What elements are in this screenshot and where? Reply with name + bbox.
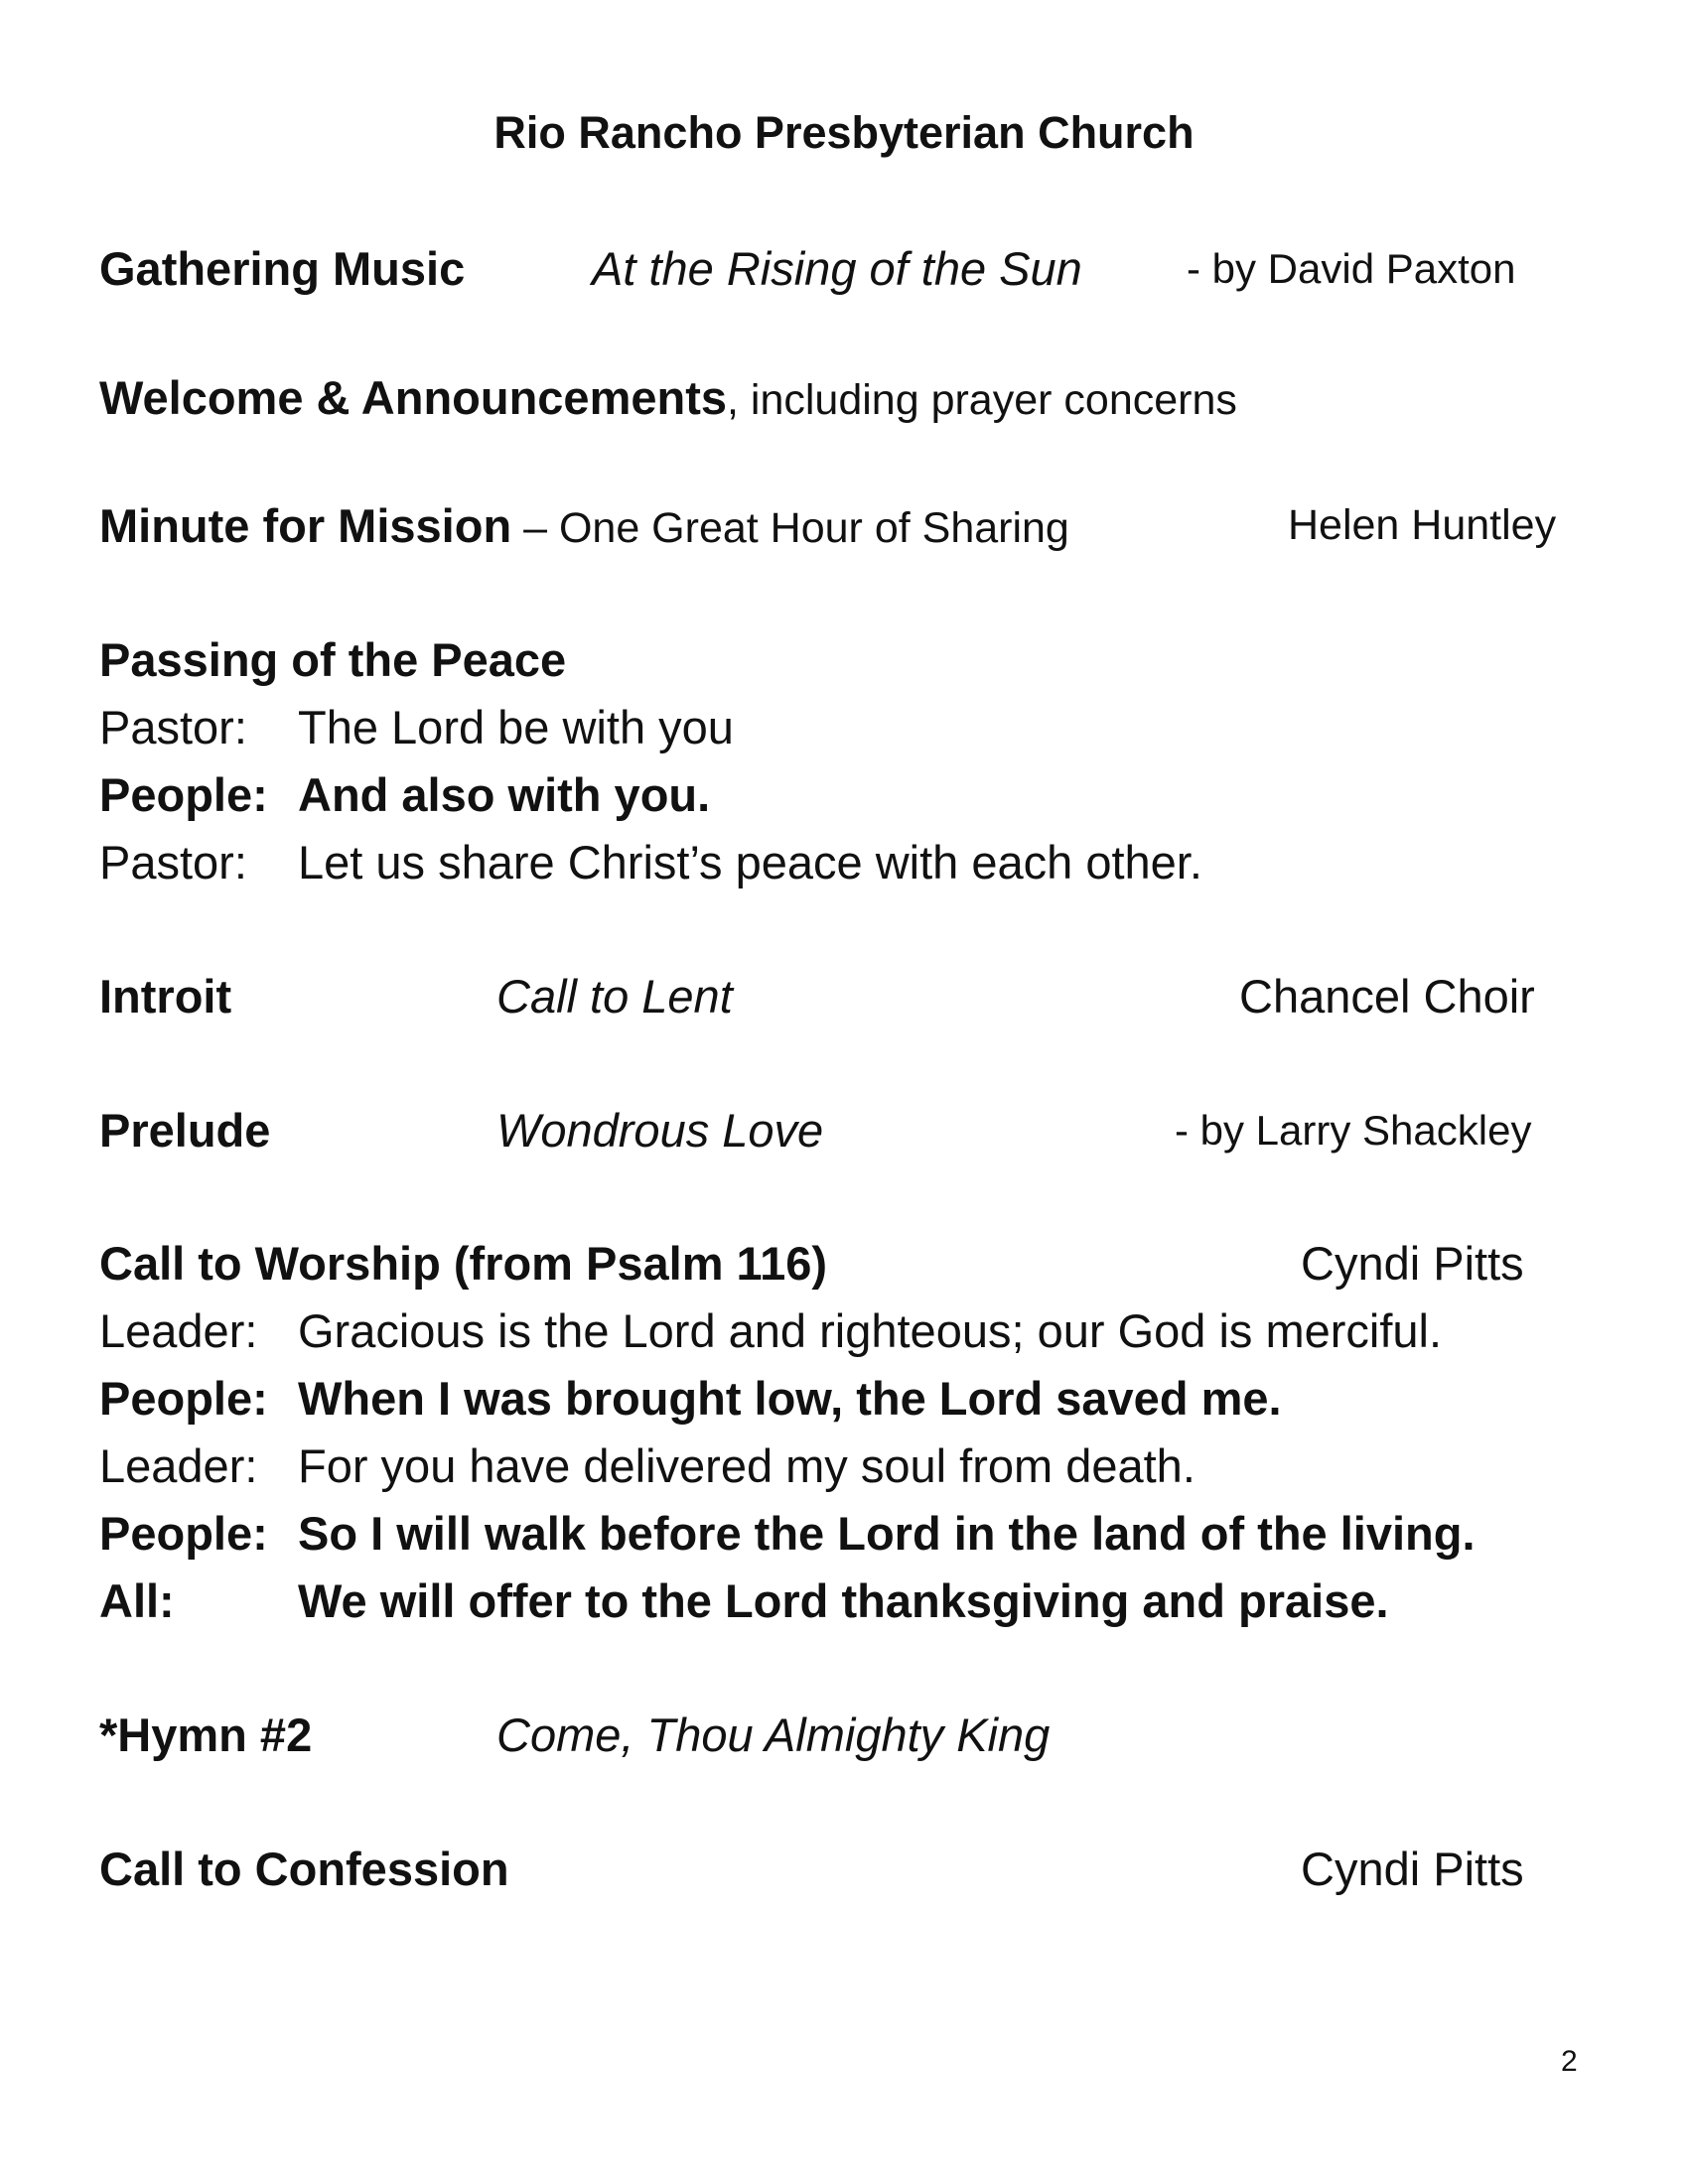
worship-text-5: We will offer to the Lord thanksgiving and praise. [298,1574,1389,1627]
worship-speaker-5: All: [99,1574,175,1627]
confession-leader: Cyndi Pitts [1301,1843,1524,1895]
prelude-title: Wondrous Love [496,1104,824,1157]
worship-speaker-3: Leader: [99,1439,258,1492]
worship-text-1: Gracious is the Lord and righteous; our God is merciful. [298,1304,1443,1357]
gathering-music-title: At the Rising of the Sun [592,242,1082,295]
page-title: Rio Rancho Presbyterian Church [493,107,1195,158]
mission-leader: Helen Huntley [1288,501,1557,549]
prelude-label: Prelude [99,1104,271,1157]
peace-text-2: And also with you. [298,768,711,821]
hymn-label: *Hymn #2 [99,1708,313,1761]
gathering-music-label: Gathering Music [99,242,466,295]
mission-row [99,498,1069,553]
worship-speaker-4: People: [99,1507,268,1560]
peace-speaker-3: Pastor: [99,836,247,888]
welcome-note: , including prayer concerns [727,376,1237,424]
prelude-credit: - by Larry Shackley [1175,1107,1532,1154]
peace-speaker-1: Pastor: [99,701,247,753]
worship-text-2: When I was brought low, the Lord saved me. [298,1372,1282,1425]
worship-text-4: So I will walk before the Lord in the land of the living. [298,1507,1476,1560]
introit-label: Introit [99,970,232,1023]
mission-label: Minute for Mission [99,499,512,552]
hymn-title: Come, Thou Almighty King [496,1708,1051,1761]
call-to-worship-label: Call to Worship (from Psalm 116) [99,1237,828,1290]
mission-note: – One Great Hour of Sharing [511,504,1069,552]
welcome-row [99,370,1237,425]
gathering-music-credit: - by David Paxton [1187,245,1516,292]
welcome-label: Welcome & Announcements [99,371,727,424]
peace-label: Passing of the Peace [99,633,567,686]
peace-text-1: The Lord be with you [298,701,734,753]
introit-title: Call to Lent [496,970,733,1023]
introit-performer: Chancel Choir [1239,970,1535,1023]
call-to-worship-leader: Cyndi Pitts [1301,1237,1524,1290]
confession-label: Call to Confession [99,1843,509,1895]
worship-text-3: For you have delivered my soul from death. [298,1439,1196,1492]
worship-speaker-2: People: [99,1372,268,1425]
page-number: 2 [1561,2045,1578,2078]
worship-speaker-1: Leader: [99,1304,258,1357]
peace-text-3: Let us share Christ’s peace with each other. [298,836,1202,888]
peace-speaker-2: People: [99,768,268,821]
